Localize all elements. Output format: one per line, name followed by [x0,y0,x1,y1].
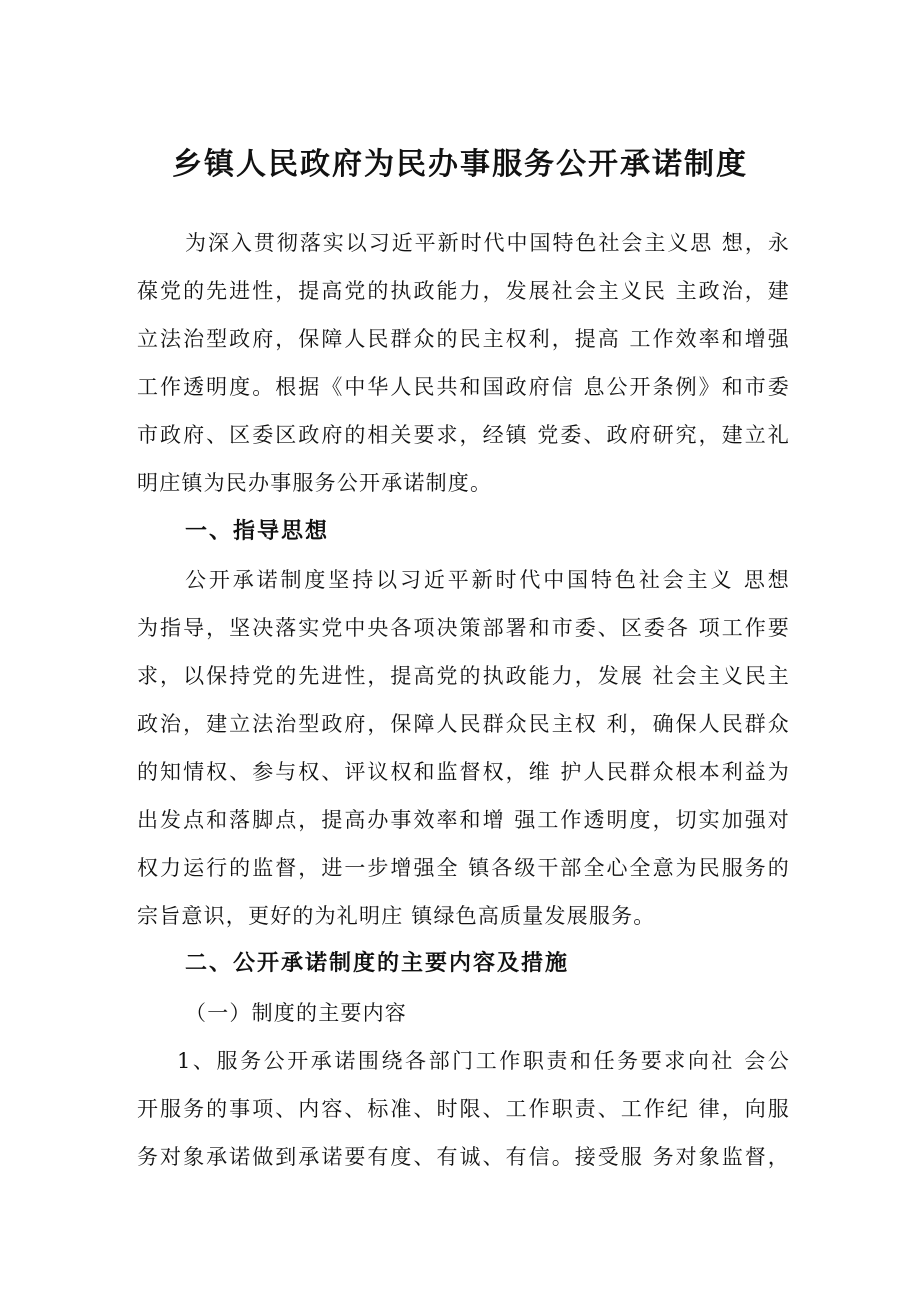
paragraph-line: 葆党的先进性，提高党的执政能力，发展社会主义民 主政治，建 [137,279,790,304]
paragraph-line: 政治，建立法治型政府，保障人民群众民主权 利，确保人民群众 [137,711,790,736]
paragraph-line: 明庄镇为民办事服务公开承诺制度。 [137,471,493,496]
paragraph-line: 权力运行的监督，进一步增强全 镇各级干部全心全意为民服务的 [137,856,790,881]
preamble-paragraph [137,219,790,508]
main-content-paragraph [137,1037,790,1181]
paragraph-line: 立法治型政府，保障人民群众的民主权利，提高 工作效率和增强 [137,327,790,352]
section-heading-guiding-thought: 一、指导思想 [185,518,330,544]
paragraph-line: 1、服务公开承诺围绕各部门工作职责和任务要求向社 会公 [177,1048,790,1073]
paragraph-line: 为深入贯彻落实以习近平新时代中国特色社会主义思 想，永 [185,231,790,255]
section-heading-main-content: 二、公开承诺制度的主要内容及措施 [185,951,570,977]
paragraph-line: 的知情权、参与权、评议权和监督权，维 护人民群众根本利益为 [137,760,790,785]
paragraph-line: 宗旨意识，更好的为礼明庄 镇绿色高质量发展服务。 [137,904,656,929]
paragraph-line: 公开承诺制度坚持以习近平新时代中国特色社会主义 思想 [185,567,790,592]
document-title: 乡镇人民政府为民办事服务公开承诺制度 [172,147,748,182]
paragraph-line: 工作透明度。根据《中华人民共和国政府信 息公开条例》和市委 [137,375,790,400]
paragraph-line: 为指导，坚决落实党中央各项决策部署和市委、区委各 项工作要 [137,615,790,640]
paragraph-line: 出发点和落脚点，提高办事效率和增 强工作透明度，切实加强对 [137,808,790,833]
document-body [137,219,790,1181]
paragraph-line: 开服务的事项、内容、标准、时限、工作职责、工作纪 律，向服 [137,1096,790,1121]
paragraph-line: 务对象承诺做到承诺要有度、有诚、有信。接受服 务对象监督， [137,1144,790,1169]
paragraph-line: 求，以保持党的先进性，提高党的执政能力，发展 社会主义民主 [137,663,790,688]
subsection-heading: （一）制度的主要内容 [185,1000,407,1025]
paragraph-line: 市政府、区委区政府的相关要求，经镇 党委、政府研究，建立礼 [137,423,790,448]
guiding-thought-paragraph [137,556,790,941]
